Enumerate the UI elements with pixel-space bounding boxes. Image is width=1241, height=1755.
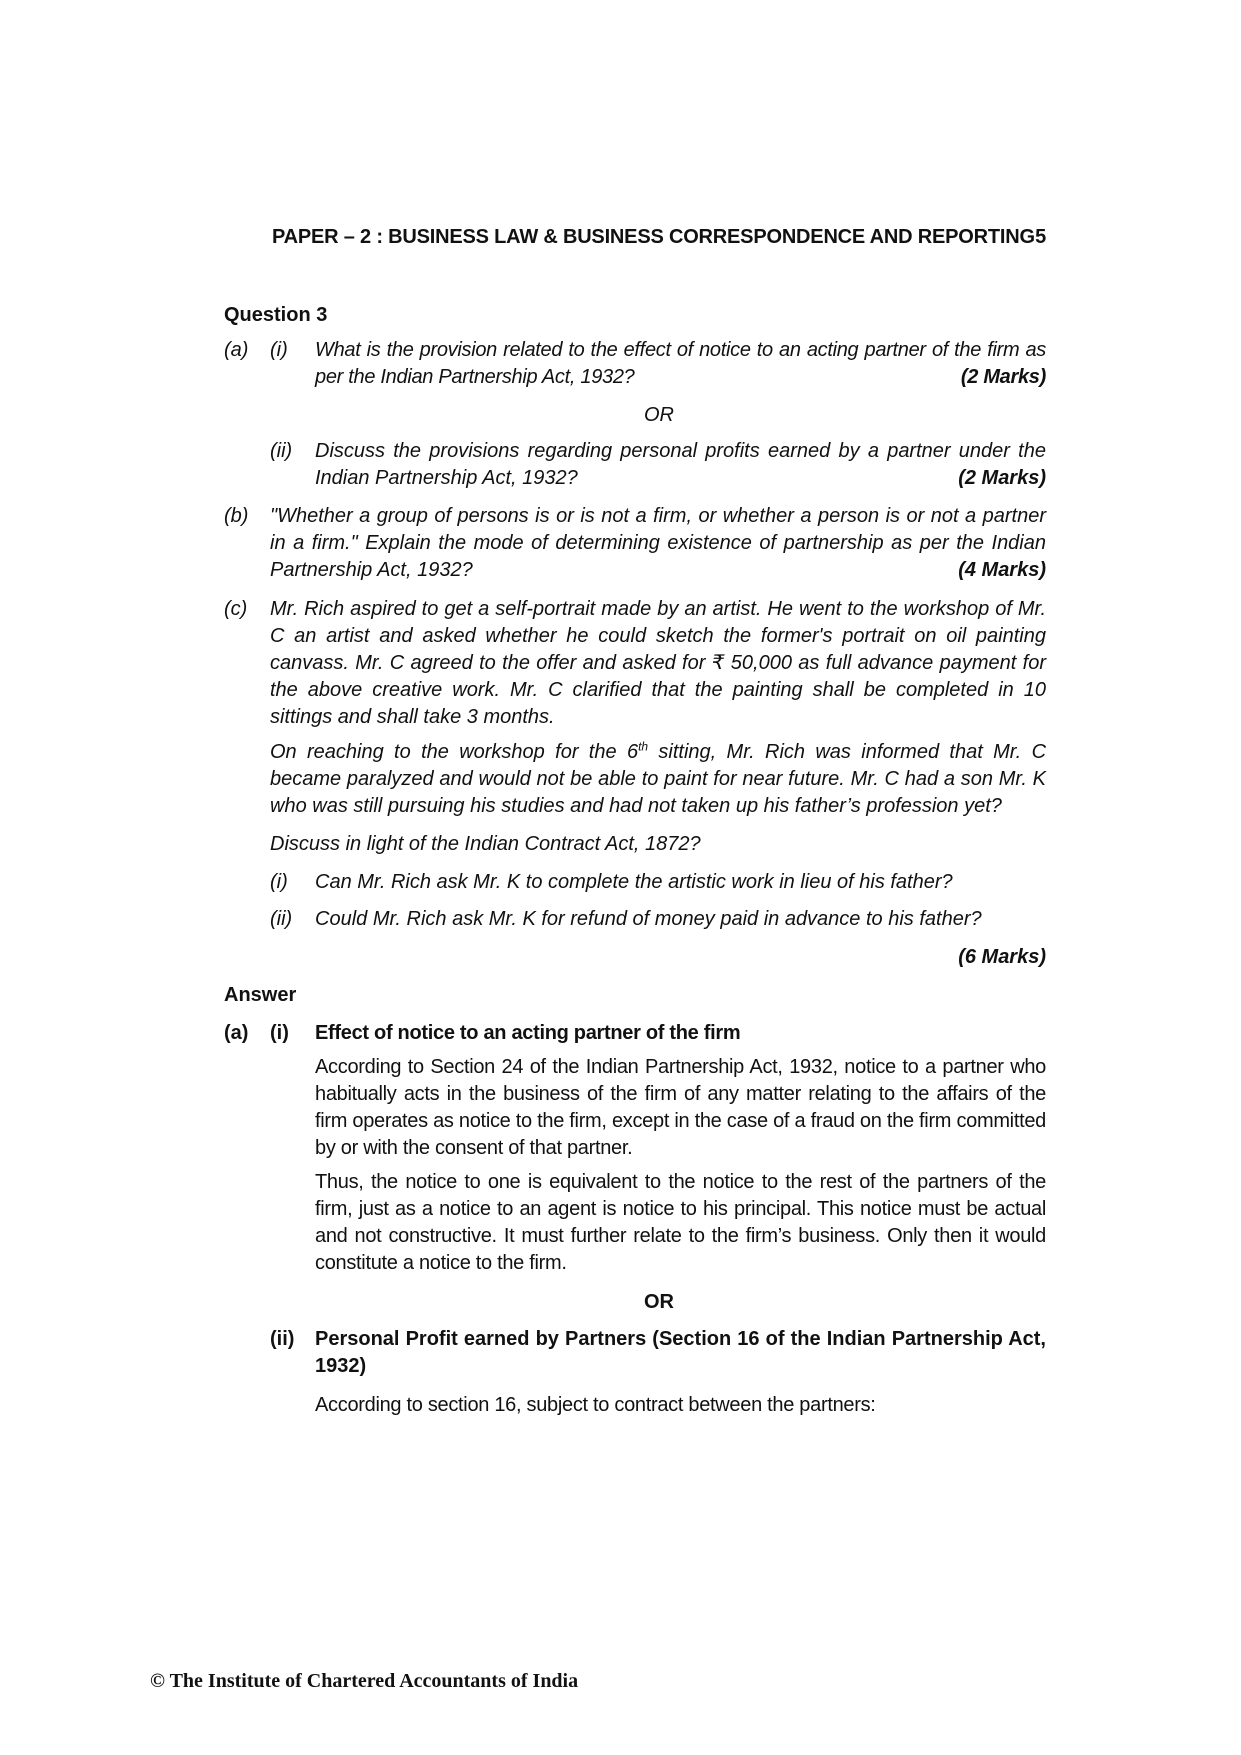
question-c-marks: (6 Marks) [958,946,1046,968]
page-number: 5 [1035,226,1046,248]
question-b-marks: (4 Marks) [958,559,1046,581]
question-c-ii-text: Could Mr. Rich ask Mr. K for refund of money paid in advance to his father? [315,908,982,930]
answer-heading: Answer [224,984,297,1006]
answer-a-ii-para-1: According to section 16, subject to contract between the partners: [315,1394,876,1416]
question-a-ii-marks: (2 Marks) [958,467,1046,489]
answer-or-divider: OR [644,1291,674,1313]
question-a-label: (a) [224,339,249,361]
question-a-i-text: What is the provision related to the effect of notice to an acting partner of the firm as per the Indian Partnership Act, 1932? [315,339,1046,388]
question-c-label: (c) [224,598,248,620]
question-a-ii-text: Discuss the provisions regarding personal profits earned by a partner under the Indian Partnership Act, 1932? [315,440,1046,489]
answer-a-i-label: (i) [270,1022,289,1044]
answer-a-i-para-1: According to Section 24 of the Indian Partnership Act, 1932, notice to a partner who habitually acts in the business of the firm of any matter relating to the affairs of the firm operates as notice to the firm, except in the case of a fraud on the firm committed by or with the consent of that partner. [315,1056,1046,1159]
question-c-marks-row [270,944,1046,971]
question-a-i [315,337,1046,391]
answer-a-label: (a) [224,1022,249,1044]
question-a-i-label: (i) [270,339,288,361]
question-a-ii [315,438,1046,492]
question-b-text: "Whether a group of persons is or is not a firm, or whether a person is or not a partner in a firm." Explain the mode of determining existence of partnership as per the Indian Partnership Act, 1932? [270,505,1046,581]
question-c-para-1: Mr. Rich aspired to get a self-portrait made by an artist. He went to the workshop of Mr. C an artist and asked whether he could sketch the former's portrait on oil painting canvass. Mr. C agreed to the offer and asked for ₹ 50,000 as full advance payment for the above creative work. Mr. C clarified that the painting shall be completed in 10 sittings and shall take 3 months. [270,598,1046,728]
page-header [272,224,1046,251]
answer-a-ii-label: (ii) [270,1328,295,1350]
question-c-para-3: Discuss in light of the Indian Contract Act, 1872? [270,833,701,855]
question-a-i-marks: (2 Marks) [960,366,1046,388]
question-c-para-2: On reaching to the workshop for the 6th sitting, Mr. Rich was informed that Mr. C became paralyzed and would not be able to paint for near future. Mr. C had a son Mr. K who was still pursuing his studies and had not taken up his father’s profession yet? [270,739,1047,817]
answer-a-i-para-2: Thus, the notice to one is equivalent to the notice to the rest of the partners of the firm, just as a notice to an agent is notice to his principal. This notice must be actual and not constructive. It must further relate to the firm’s business. Only then it would constitute a notice to the firm. [315,1171,1046,1274]
copyright-footer: © The Institute of Chartered Accountants of India [150,1670,579,1692]
question-c-i-text: Can Mr. Rich ask Mr. K to complete the artistic work in lieu of his father? [315,871,953,893]
question-b [270,503,1046,584]
question-c-ii-label: (ii) [270,908,293,930]
paper-title: PAPER – 2 : BUSINESS LAW & BUSINESS CORRESPONDENCE AND REPORTING [272,226,1035,248]
question-a-ii-label: (ii) [270,440,293,462]
question-b-label: (b) [224,505,249,527]
answer-a-i-title: Effect of notice to an acting partner of the firm [315,1022,741,1044]
question-c-i-label: (i) [270,871,288,893]
question-or-divider: OR [644,404,674,426]
question-heading: Question 3 [224,304,328,326]
answer-a-ii-title: Personal Profit earned by Partners (Section 16 of the Indian Partnership Act, 1932) [315,1328,1046,1377]
